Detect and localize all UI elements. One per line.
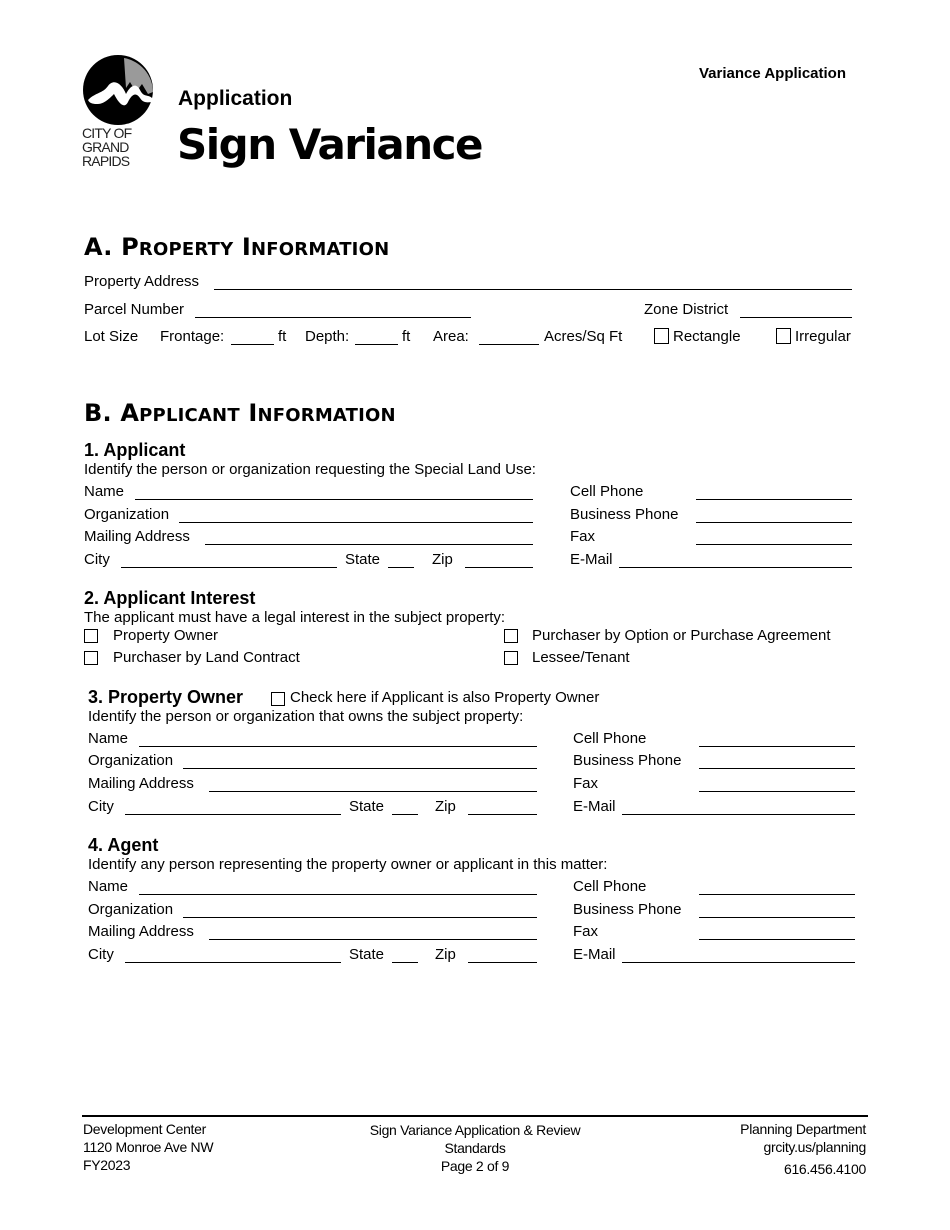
owner-org-label: Organization xyxy=(88,752,174,769)
section-b-w2-rest: NFORMATION xyxy=(257,405,396,426)
agent-instructions: Identify any person representing the property owner or applicant in this matter: xyxy=(88,856,608,873)
property-owner-checkbox[interactable] xyxy=(84,629,98,643)
owner-city-label: City xyxy=(88,798,114,815)
section-a-letter: A. xyxy=(84,233,113,261)
parcel-number-label: Parcel Number xyxy=(84,301,185,318)
owner-zip-field[interactable] xyxy=(468,814,537,815)
city-logo-emblem xyxy=(82,54,158,126)
footer-right-line-3: 616.456.4100 xyxy=(783,1161,866,1177)
page-indicator xyxy=(325,1157,625,1175)
frontage-field[interactable] xyxy=(231,344,274,345)
owner-zip-label: Zip xyxy=(435,798,456,815)
applicant-fax-field[interactable] xyxy=(696,544,852,545)
owner-name-field[interactable] xyxy=(139,746,537,747)
owner-instructions: Identify the person or organization that owns the subject property: xyxy=(88,708,524,725)
footer-divider xyxy=(82,1115,868,1117)
doc-label: Variance Application xyxy=(699,65,846,82)
footer-center-line-2: Standards xyxy=(444,1140,506,1156)
owner-same-checkbox[interactable] xyxy=(271,692,285,706)
agent-name-label: Name xyxy=(88,878,129,895)
purchaser-option-label: Purchaser by Option or Purchase Agreement xyxy=(532,627,831,644)
applicant-city-field[interactable] xyxy=(121,567,337,568)
agent-email-label: E-Mail xyxy=(573,946,616,963)
applicant-bizphone-field[interactable] xyxy=(696,522,852,523)
agent-fax-field[interactable] xyxy=(699,939,855,940)
agent-zip-label: Zip xyxy=(435,946,456,963)
city-logo xyxy=(82,54,158,172)
area-field[interactable] xyxy=(479,344,539,345)
owner-state-label: State xyxy=(349,798,385,815)
frontage-unit: ft xyxy=(278,328,287,345)
section-a-w1-rest: ROPERTY xyxy=(138,239,234,260)
owner-email-field[interactable] xyxy=(622,814,855,815)
footer-left-line-3: FY2023 xyxy=(83,1157,131,1173)
applicant-org-label: Organization xyxy=(84,506,170,523)
area-label: Area: xyxy=(433,328,469,345)
page-total: 9 xyxy=(501,1158,510,1174)
purchaser-option-checkbox[interactable] xyxy=(504,629,518,643)
owner-cell-label: Cell Phone xyxy=(573,730,647,747)
applicant-name-field[interactable] xyxy=(135,499,533,500)
footer-right xyxy=(700,1120,866,1178)
zone-district-field[interactable] xyxy=(740,317,852,318)
agent-org-field[interactable] xyxy=(183,917,537,918)
agent-state-label: State xyxy=(349,946,385,963)
owner-city-field[interactable] xyxy=(125,814,341,815)
section-b-w2-initial: I xyxy=(248,399,258,427)
owner-email-label: E-Mail xyxy=(573,798,616,815)
agent-mail-label: Mailing Address xyxy=(88,923,194,940)
section-a-w2-initial: I xyxy=(241,233,252,261)
purchaser-land-checkbox[interactable] xyxy=(84,651,98,665)
footer-left-line-1: Development Center xyxy=(83,1121,206,1137)
owner-heading: 3. Property Owner xyxy=(88,687,244,707)
depth-label: Depth: xyxy=(305,328,350,345)
lessee-checkbox[interactable] xyxy=(504,651,518,665)
applicant-bizphone-label: Business Phone xyxy=(570,506,679,523)
applicant-zip-label: Zip xyxy=(432,551,453,568)
irregular-checkbox[interactable] xyxy=(776,328,791,344)
property-address-label: Property Address xyxy=(84,273,200,290)
page-title: Sign Variance xyxy=(177,120,483,169)
agent-mail-field[interactable] xyxy=(209,939,537,940)
logo-line-1: CITY OF xyxy=(82,125,132,141)
section-b-w1-initial: A xyxy=(120,399,140,427)
agent-org-label: Organization xyxy=(88,901,174,918)
owner-cell-field[interactable] xyxy=(699,746,855,747)
rectangle-checkbox[interactable] xyxy=(654,328,669,344)
footer-right-line-1: Planning Department xyxy=(740,1121,866,1137)
parcel-number-field[interactable] xyxy=(195,317,471,318)
owner-state-field[interactable] xyxy=(392,814,418,815)
section-a-w1-initial: P xyxy=(121,233,139,261)
footer-right-line-2: grcity.us/planning xyxy=(763,1139,866,1155)
applicant-instructions: Identify the person or organization requesting the Special Land Use: xyxy=(84,461,536,478)
section-a-heading xyxy=(84,233,389,261)
agent-bizphone-label: Business Phone xyxy=(573,901,682,918)
applicant-state-label: State xyxy=(345,551,381,568)
applicant-mail-label: Mailing Address xyxy=(84,528,190,545)
owner-same-label: Check here if Applicant is also Property Owner xyxy=(290,689,600,706)
owner-bizphone-field[interactable] xyxy=(699,768,855,769)
applicant-cell-label: Cell Phone xyxy=(570,483,644,500)
property-address-field[interactable] xyxy=(214,289,852,290)
agent-zip-field[interactable] xyxy=(468,962,537,963)
agent-bizphone-field[interactable] xyxy=(699,917,855,918)
footer-left-line-2: 1120 Monroe Ave NW xyxy=(83,1139,214,1155)
page-word: Page xyxy=(440,1158,473,1174)
page-current: 2 xyxy=(475,1158,484,1174)
applicant-org-field[interactable] xyxy=(179,522,533,523)
agent-name-field[interactable] xyxy=(139,894,537,895)
agent-city-label: City xyxy=(88,946,114,963)
property-owner-label: Property Owner xyxy=(113,627,219,644)
agent-fax-label: Fax xyxy=(573,923,599,940)
owner-bizphone-label: Business Phone xyxy=(573,752,682,769)
owner-org-field[interactable] xyxy=(183,768,537,769)
agent-heading: 4. Agent xyxy=(88,835,159,855)
interest-heading: 2. Applicant Interest xyxy=(84,588,256,608)
footer-center xyxy=(325,1121,625,1175)
zone-district-label: Zone District xyxy=(644,301,729,318)
frontage-label: Frontage: xyxy=(160,328,225,345)
section-b-letter: B. xyxy=(84,399,112,427)
applicant-heading: 1. Applicant xyxy=(84,440,186,460)
owner-name-label: Name xyxy=(88,730,129,747)
section-b-heading xyxy=(84,399,396,427)
page-of: of xyxy=(487,1158,499,1174)
owner-fax-field[interactable] xyxy=(699,791,855,792)
applicant-mail-field[interactable] xyxy=(205,544,533,545)
irregular-label: Irregular xyxy=(795,328,851,345)
section-a-w2-rest: NFORMATION xyxy=(251,239,390,260)
applicant-cell-field[interactable] xyxy=(696,499,852,500)
applicant-email-label: E-Mail xyxy=(570,551,613,568)
purchaser-land-label: Purchaser by Land Contract xyxy=(113,649,300,666)
agent-cell-label: Cell Phone xyxy=(573,878,647,895)
applicant-email-field[interactable] xyxy=(619,567,852,568)
logo-line-2: GRAND xyxy=(82,139,129,155)
lessee-label: Lessee/Tenant xyxy=(532,649,630,666)
logo-line-3: RAPIDS xyxy=(82,153,130,169)
header-kicker: Application xyxy=(178,87,293,110)
logo-text xyxy=(82,126,158,168)
depth-field[interactable] xyxy=(355,344,398,345)
applicant-zip-field[interactable] xyxy=(465,567,533,568)
applicant-fax-label: Fax xyxy=(570,528,596,545)
owner-mail-label: Mailing Address xyxy=(88,775,194,792)
footer-left xyxy=(83,1120,213,1174)
owner-fax-label: Fax xyxy=(573,775,599,792)
interest-instructions: The applicant must have a legal interest in the subject property: xyxy=(84,609,506,626)
agent-city-field[interactable] xyxy=(125,962,341,963)
applicant-name-label: Name xyxy=(84,483,125,500)
applicant-state-field[interactable] xyxy=(388,567,414,568)
agent-email-field[interactable] xyxy=(622,962,855,963)
area-unit: Acres/Sq Ft xyxy=(544,328,623,345)
agent-cell-field[interactable] xyxy=(699,894,855,895)
applicant-city-label: City xyxy=(84,551,110,568)
footer-center-line-1: Sign Variance Application & Review xyxy=(369,1122,581,1138)
lot-size-label: Lot Size xyxy=(84,328,139,345)
depth-unit: ft xyxy=(402,328,411,345)
owner-mail-field[interactable] xyxy=(209,791,537,792)
agent-state-field[interactable] xyxy=(392,962,418,963)
rectangle-label: Rectangle xyxy=(673,328,741,345)
section-b-w1-rest: PPLICANT xyxy=(139,405,240,426)
